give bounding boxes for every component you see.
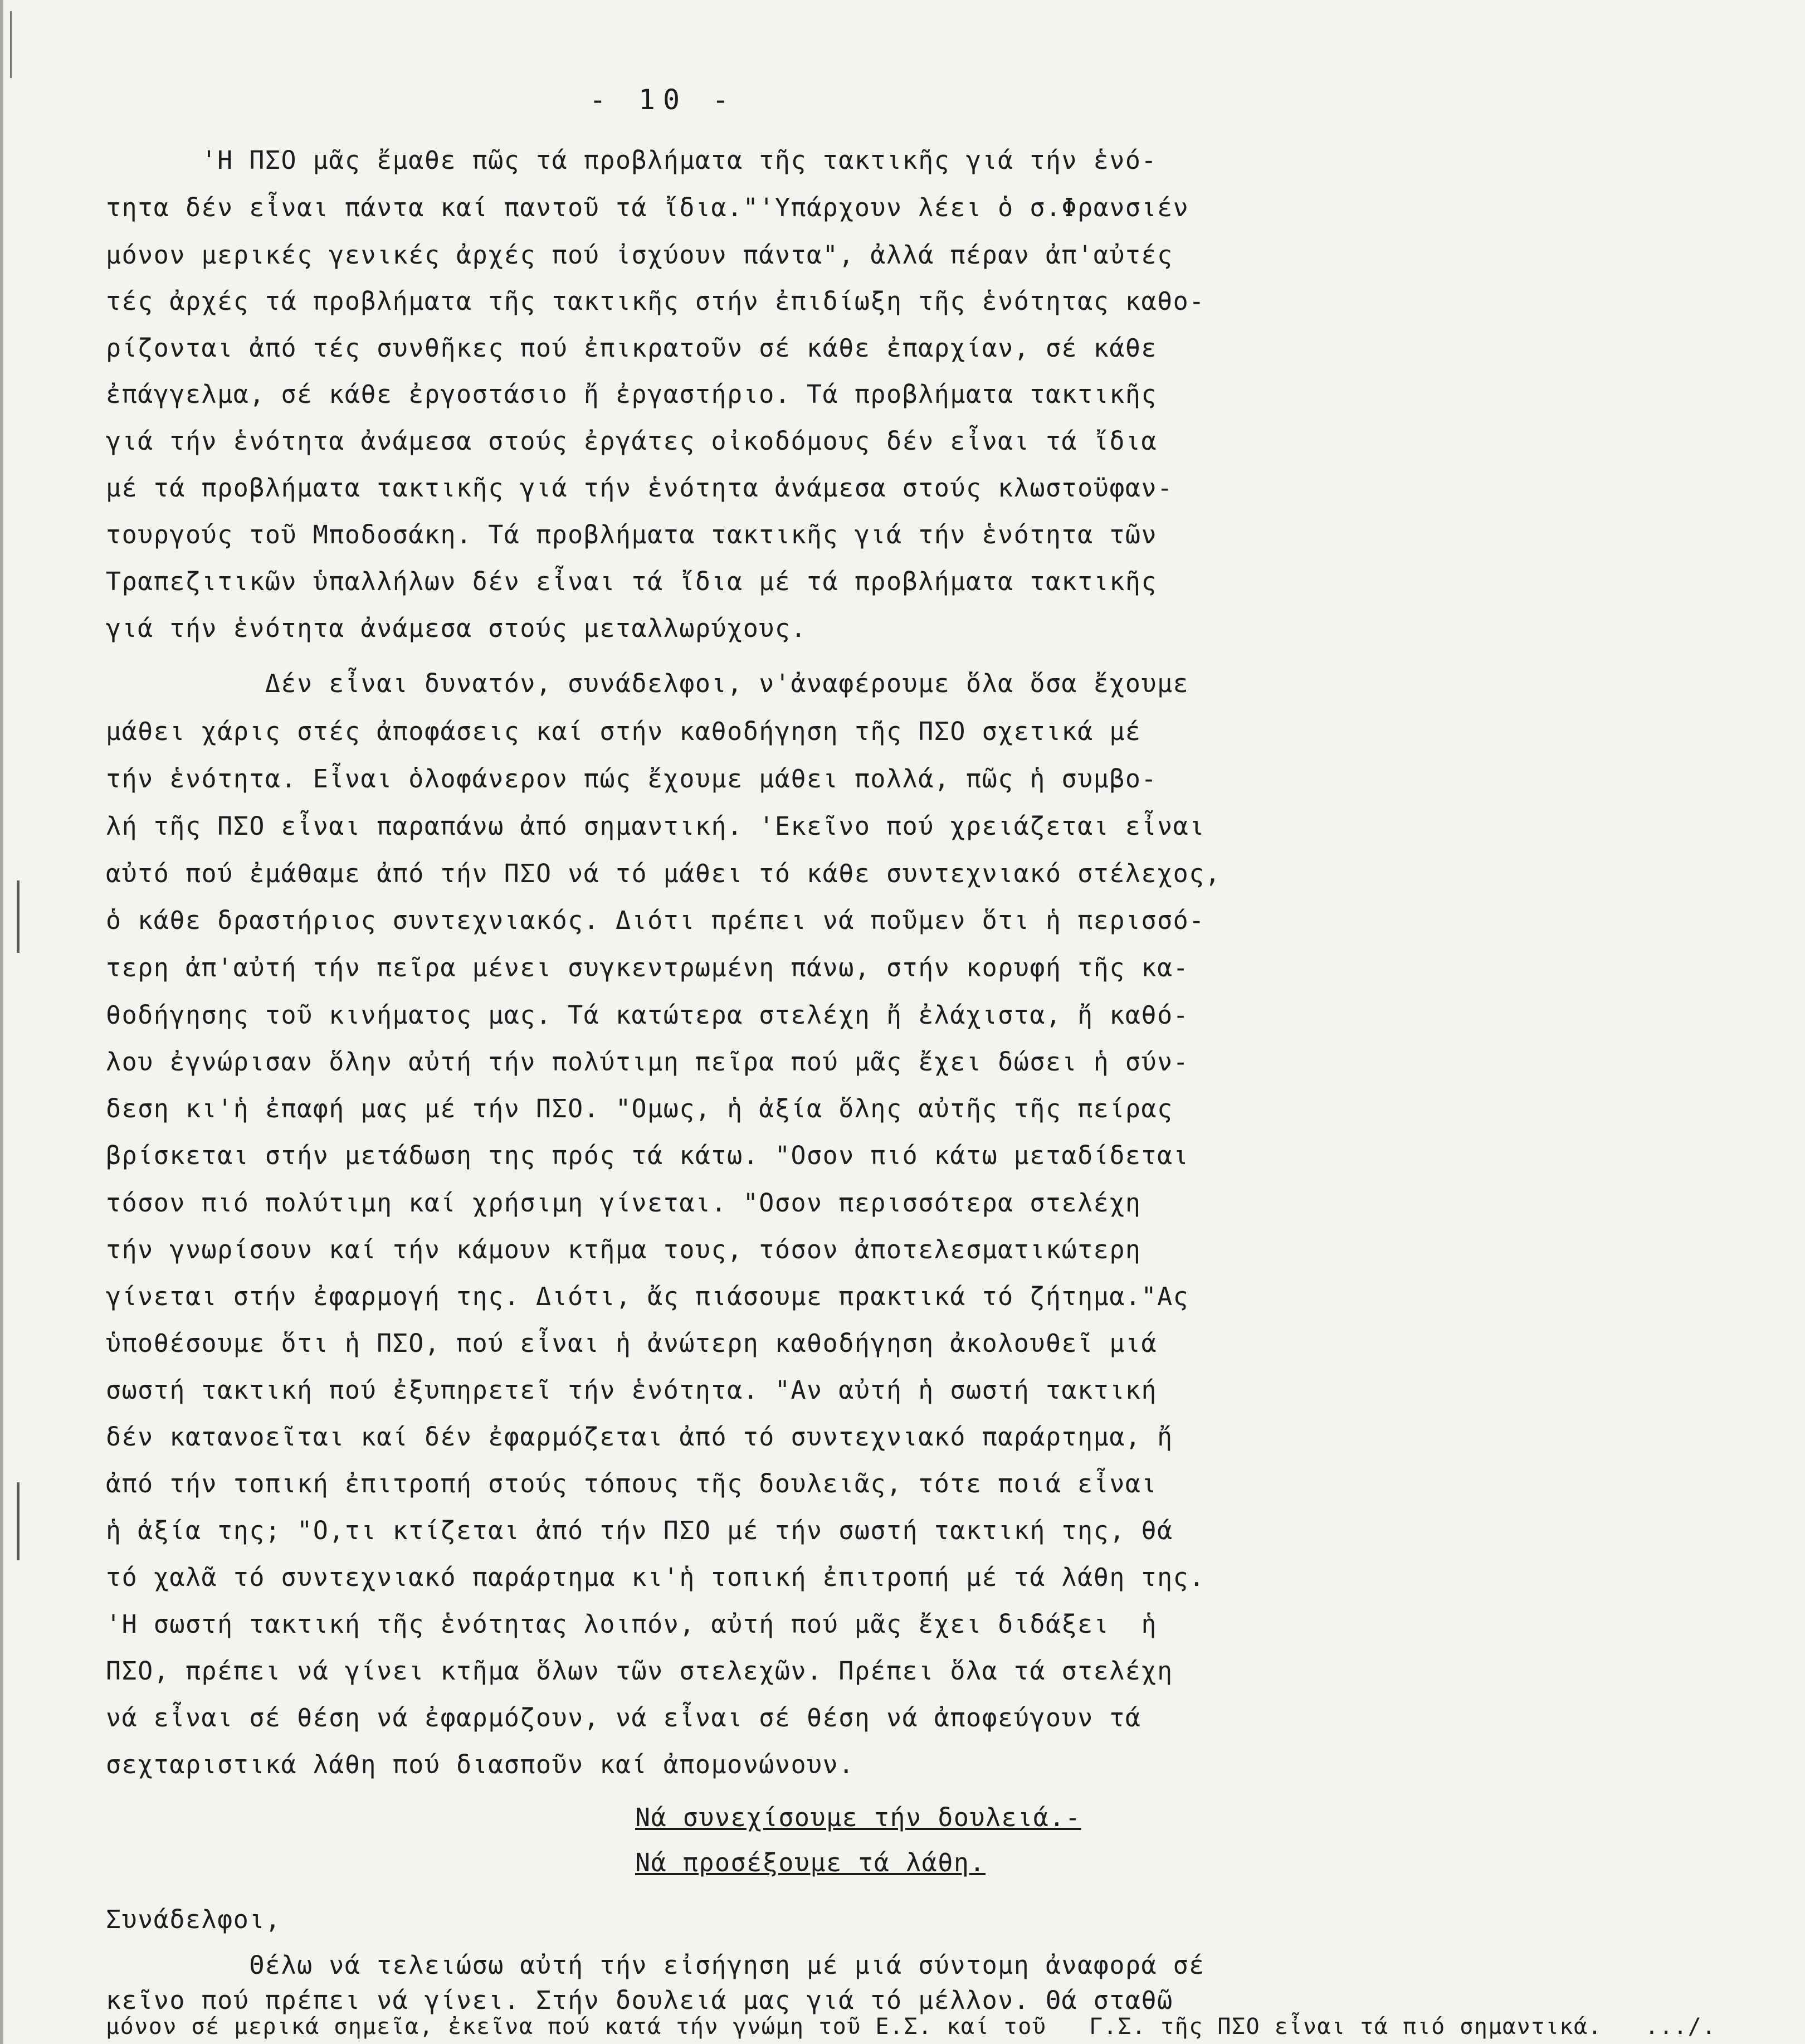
text-line: Θέλω νά τελειώσω αὐτή τήν εἰσήγηση μέ μιά σύντομη ἀναφορά σέ xyxy=(106,1950,1205,1980)
text-line: ἐπάγγελμα, σέ κάθε ἐργοστάσιο ἤ ἐργαστήριο. Τά προβλήματα τακτικῆς xyxy=(106,379,1158,409)
text-line: μάθει χάρις στές ἀποφάσεις καί στήν καθοδήγηση τῆς ΠΣΟ σχετικά μέ xyxy=(106,717,1141,746)
text-line: μόνον σέ μερικά σημεῖα, ἐκεῖνα πού κατά τήν γνώμη τοῦ Ε.Σ. καί τοῦ Γ.Σ. τῆς ΠΣΟ εἶναι τά πιό σημαντικά. .../. xyxy=(106,2014,1716,2040)
text-line: δέν κατανοεῖται καί δέν ἐφαρμόζεται ἀπό τό συντεχνιακό παράρτημα, ἤ xyxy=(106,1422,1173,1452)
text-line: μόνον μερικές γενικές ἀρχές πού ἰσχύουν πάντα", ἀλλά πέραν ἀπ'αὐτές xyxy=(106,240,1173,270)
text-line: ὁ κάθε δραστήριος συντεχνιακός. Διότι πρέπει νά ποῦμεν ὅτι ἡ περισσό- xyxy=(106,906,1205,935)
text-line: τόσον πιό πολύτιμη καί χρήσιμη γίνεται. "Οσον περισσότερα στελέχη xyxy=(106,1188,1141,1218)
text-line: τό χαλᾶ τό συντεχνιακό παράρτημα κι'ἡ τοπική ἐπιτροπή μέ τά λάθη της. xyxy=(106,1563,1205,1592)
text-line: σεχταριστικά λάθη πού διασποῦν καί ἀπομονώνουν. xyxy=(106,1750,855,1779)
text-line: αὐτό πού ἐμάθαμε ἀπό τήν ΠΣΟ νά τό μάθει τό κάθε συντεχνιακό στέλεχος, xyxy=(106,859,1221,888)
text-line: θοδήγησης τοῦ κινήματος μας. Τά κατώτερα στελέχη ἤ ἐλάχιστα, ἤ καθό- xyxy=(106,1000,1189,1030)
text-line: βρίσκεται στήν μετάδωση της πρός τά κάτω. "Οσον πιό κάτω μεταδίδεται xyxy=(106,1141,1189,1170)
closing-slogan: Νά συνεχίσουμε τήν δουλειά.- xyxy=(635,1803,1081,1832)
text-line: τές ἀρχές τά προβλήματα τῆς τακτικῆς στήν ἐπιδίωξη τῆς ἑνότητας καθο- xyxy=(106,286,1205,316)
binding-mark xyxy=(17,1482,19,1560)
text-line: ΠΣΟ, πρέπει νά γίνει κτῆμα ὅλων τῶν στελεχῶν. Πρέπει ὅλα τά στελέχη xyxy=(106,1656,1173,1686)
text-line: τητα δέν εἶναι πάντα καί παντοῦ τά ἴδια."'Υπάρχουν λέει ὁ σ.Φρανσιέν xyxy=(106,193,1189,222)
text-line: ἡ ἀξία της; "Ο,τι κτίζεται ἀπό τήν ΠΣΟ μέ τήν σωστή τακτική της, θά xyxy=(106,1516,1173,1545)
text-line: λου ἐγνώρισαν ὅλην αὐτή τήν πολύτιμη πεῖρα πού μᾶς ἔχει δώσει ἡ σύν- xyxy=(106,1047,1189,1077)
salutation: Συνάδελφοι, xyxy=(106,1905,281,1934)
text-line: γιά τήν ἑνότητα ἀνάμεσα στούς ἐργάτες οἰκοδόμους δέν εἶναι τά ἴδια xyxy=(106,426,1158,456)
text-line: Δέν εἶναι δυνατόν, συνάδελφοι, ν'ἀναφέρουμε ὅλα ὅσα ἔχουμε xyxy=(106,669,1189,698)
text-line: λή τῆς ΠΣΟ εἶναι παραπάνω ἀπό σημαντική. 'Εκεῖνο πού χρειάζεται εἶναι xyxy=(106,811,1205,841)
text-line: δεση κι'ἡ ἐπαφή μας μέ τήν ΠΣΟ. "Ομως, ἡ ἀξία ὅλης αὐτῆς τῆς πείρας xyxy=(106,1094,1173,1123)
text-line: Τραπεζιτικῶν ὑπαλλήλων δέν εἶναι τά ἴδια μέ τά προβλήματα τακτικῆς xyxy=(106,567,1158,596)
text-line: γίνεται στήν ἐφαρμογή της. Διότι, ἄς πιάσουμε πρακτικά τό ζήτημα."Ας xyxy=(106,1282,1189,1311)
text-line: τήν γνωρίσουν καί τήν κάμουν κτῆμα τους, τόσον ἀποτελεσματικώτερη xyxy=(106,1235,1141,1264)
text-line: τουργούς τοῦ Μποδοσάκη. Τά προβλήματα τακτικῆς γιά τήν ἑνότητα τῶν xyxy=(106,520,1158,549)
text-line: 'Η σωστή τακτική τῆς ἑνότητας λοιπόν, αὐτή πού μᾶς ἔχει διδάξει ἡ xyxy=(106,1609,1158,1639)
page-number: - 10 - xyxy=(589,84,737,116)
text-line: κεῖνο πού πρέπει νά γίνει. Στήν δουλειά μας γιά τό μέλλον. Θά σταθῶ xyxy=(106,1985,1173,2015)
text-line: νά εἶναι σέ θέση νά ἐφαρμόζουν, νά εἶναι σέ θέση νά ἀποφεύγουν τά xyxy=(106,1703,1141,1732)
binding-mark xyxy=(0,0,3,2044)
binding-mark xyxy=(10,11,12,78)
text-line: τερη ἀπ'αὐτή τήν πεῖρα μένει συγκεντρωμένη πάνω, στήν κορυφή τῆς κα- xyxy=(106,953,1189,982)
text-line: ρίζονται ἀπό τές συνθῆκες πού ἐπικρατοῦν σέ κάθε ἐπαρχίαν, σέ κάθε xyxy=(106,333,1158,363)
text-line: σωστή τακτική πού ἐξυπηρετεῖ τήν ἑνότητα. "Αν αὐτή ἡ σωστή τακτική xyxy=(106,1375,1158,1405)
text-line: μέ τά προβλήματα τακτικῆς γιά τήν ἑνότητα ἀνάμεσα στούς κλωστοϋφαν- xyxy=(106,473,1173,503)
closing-slogan: Νά προσέξουμε τά λάθη. xyxy=(635,1848,986,1877)
binding-mark xyxy=(17,880,19,953)
text-line: γιά τήν ἑνότητα ἀνάμεσα στούς μεταλλωρύχους. xyxy=(106,614,807,643)
text-line: 'Η ΠΣΟ μᾶς ἔμαθε πῶς τά προβλήματα τῆς τακτικῆς γιά τήν ἑνό- xyxy=(106,145,1158,175)
text-line: ὑποθέσουμε ὅτι ἡ ΠΣΟ, πού εἶναι ἡ ἀνώτερη καθοδήγηση ἀκολουθεῖ μιά xyxy=(106,1328,1158,1358)
text-line: ἀπό τήν τοπική ἐπιτροπή στούς τόπους τῆς δουλειᾶς, τότε ποιά εἶναι xyxy=(106,1469,1158,1498)
text-line: τήν ἑνότητα. Εἶναι ὁλοφάνερον πώς ἔχουμε μάθει πολλά, πῶς ἡ συμβο- xyxy=(106,764,1158,794)
